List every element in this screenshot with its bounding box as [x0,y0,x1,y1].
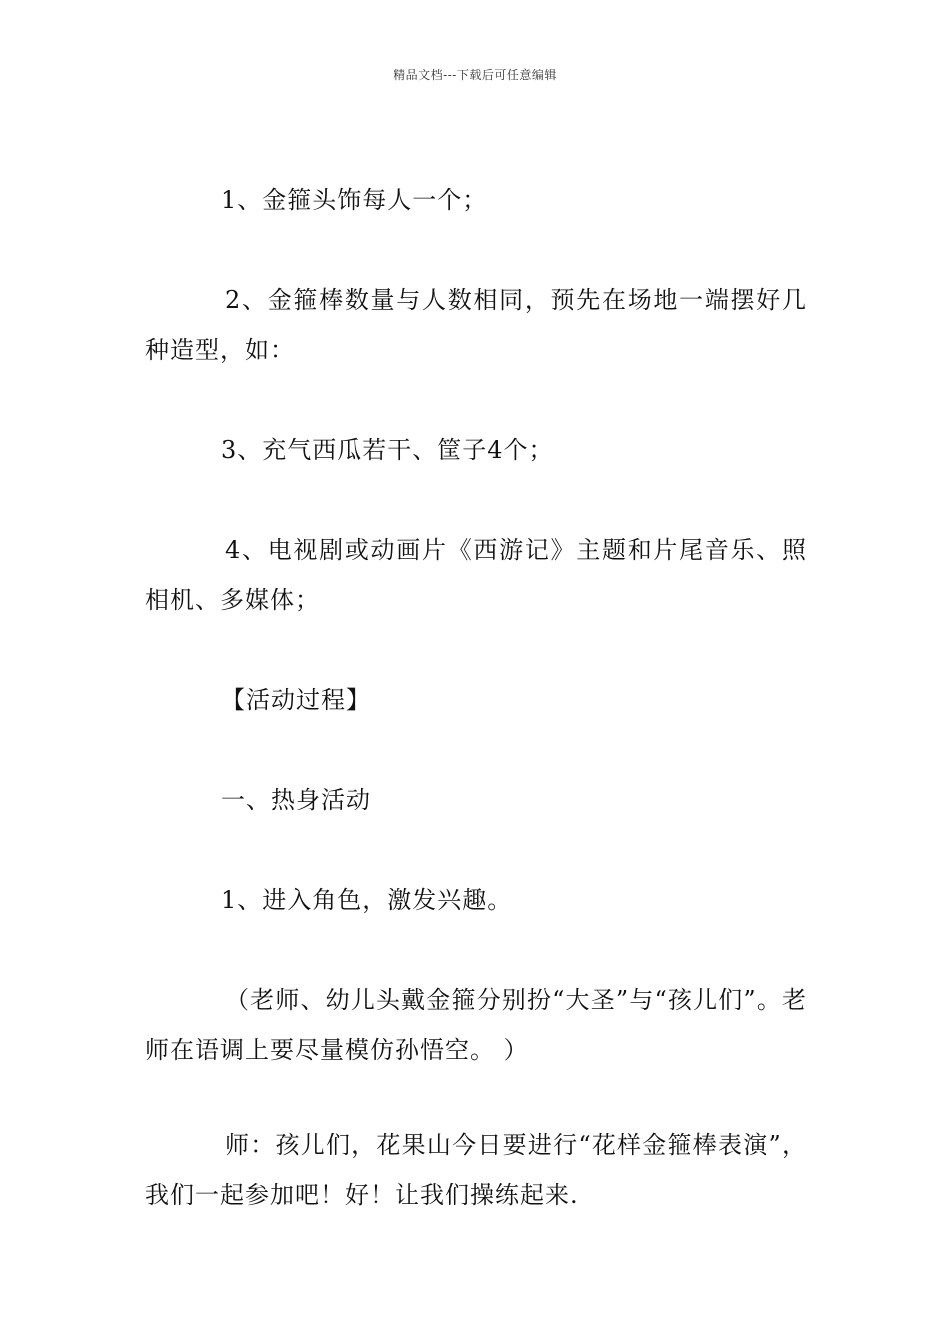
page-header: 精品文档---下载后可任意编辑 [393,68,557,82]
paragraph-note: （老师、幼儿头戴金箍分别扮“大圣”与“孩儿们”。老师在语调上要尽量模仿孙悟空。 ） [145,986,807,1064]
subheading-warmup: 一、热身活动 [221,786,371,814]
paragraph-item-2: 2、金箍棒数量与人数相同，预先在场地一端摆好几种造型，如： [145,286,807,364]
paragraph-item-1: 1、金箍头饰每人一个； [221,186,488,214]
paragraph-item-4: 4、电视剧或动画片《西游记》主题和片尾音乐、照相机、多媒体； [145,536,807,614]
paragraph-item-3: 3、充气西瓜若干、筐子4个； [221,436,554,464]
section-heading-activity-process: 【活动过程】 [221,686,371,714]
paragraph-teacher-line: 师：孩儿们，花果山今日要进行“花样金箍棒表演”，我们一起参加吧！好！让我们操练起来. [145,1131,807,1209]
paragraph-step-1: 1、进入角色，激发兴趣。 [221,886,513,914]
